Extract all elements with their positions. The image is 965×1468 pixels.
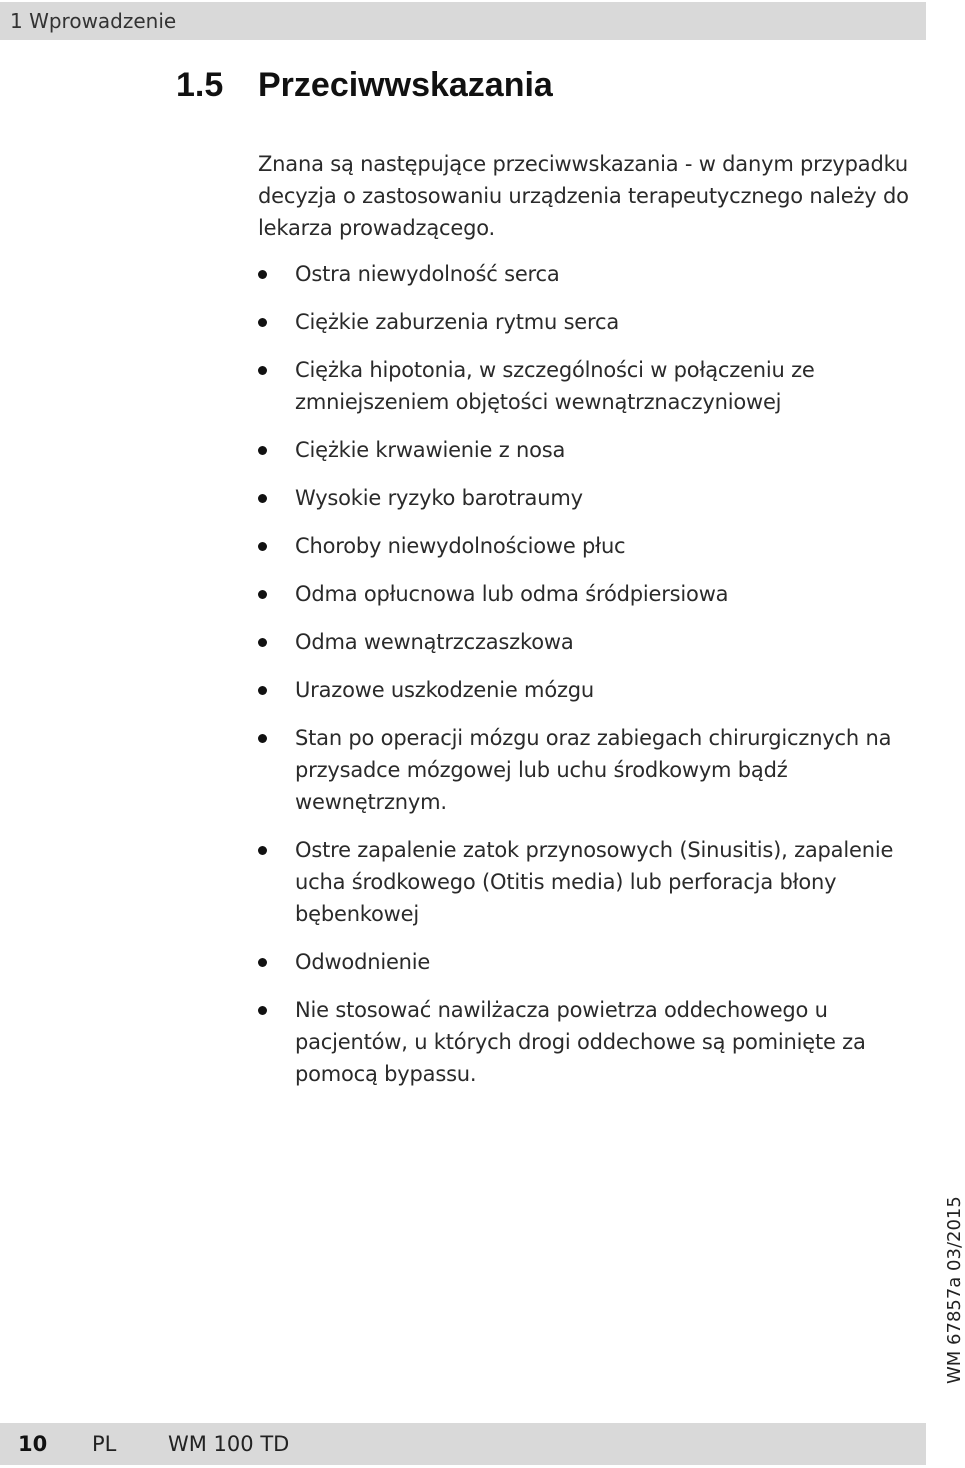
bullet-icon (258, 542, 267, 551)
bullet-icon (258, 318, 267, 327)
list-item-text: Ciężkie krwawienie z nosa (295, 438, 566, 462)
section-number: 1.5 (176, 66, 224, 104)
list-item-text: Ostra niewydolność serca (295, 262, 560, 286)
bullet-icon (258, 958, 267, 967)
list-item-text: Urazowe uszkodzenie mózgu (295, 678, 595, 702)
list-item (258, 722, 938, 818)
contraindications-list (258, 258, 938, 1106)
page-number: 10 (18, 1432, 48, 1456)
list-item-text: Nie stosować nawilżacza powietrza oddechowego u pacjentów, u których drogi oddechowe są pominięte za pomocą bypassu. (295, 998, 866, 1086)
bullet-icon (258, 1006, 267, 1015)
bullet-icon (258, 446, 267, 455)
section-heading (176, 66, 553, 105)
bullet-icon (258, 846, 267, 855)
list-item (258, 530, 938, 562)
section-title: Przeciwwskazania (258, 66, 553, 104)
list-item (258, 626, 938, 658)
document-code: WM 67857a 03/2015 (944, 1196, 965, 1384)
list-item-text: Ciężka hipotonia, w szczególności w połączeniu ze zmniejszeniem objętości wewnątrznaczyniowej (295, 358, 815, 414)
list-item-text: Wysokie ryzyko barotraumy (295, 486, 583, 510)
list-item (258, 674, 938, 706)
list-item (258, 354, 938, 418)
list-item-text: Odwodnienie (295, 950, 431, 974)
list-item-text: Ciężkie zaburzenia rytmu serca (295, 310, 620, 334)
language-code: PL (92, 1432, 117, 1456)
list-item-text: Stan po operacji mózgu oraz zabiegach chirurgicznych na przysadce mózgowej lub uchu środkowym bądź wewnętrznym. (295, 726, 892, 814)
device-model: WM 100 TD (168, 1432, 290, 1456)
list-item (258, 946, 938, 978)
list-item (258, 482, 938, 514)
bullet-icon (258, 270, 267, 279)
list-item-text: Ostre zapalenie zatok przynosowych (Sinusitis), zapalenie ucha środkowego (Otitis media) lub perforacja błony bębenkowej (295, 838, 894, 926)
bullet-icon (258, 638, 267, 647)
list-item (258, 994, 938, 1090)
chapter-title: 1 Wprowadzenie (10, 9, 177, 33)
bullet-icon (258, 494, 267, 503)
footer-bar (0, 1423, 926, 1465)
bullet-icon (258, 366, 267, 375)
bullet-icon (258, 734, 267, 743)
list-item (258, 834, 938, 930)
list-item-text: Odma wewnątrzczaszkowa (295, 630, 574, 654)
list-item (258, 258, 938, 290)
list-item (258, 434, 938, 466)
bullet-icon (258, 686, 267, 695)
header-bar (0, 2, 926, 40)
list-item (258, 306, 938, 338)
list-item-text: Choroby niewydolnościowe płuc (295, 534, 626, 558)
intro-paragraph: Znana są następujące przeciwwskazania - w danym przypadku decyzja o zastosowaniu urządzenia terapeutycznego należy do lekarza prowadzącego. (258, 152, 909, 240)
list-item-text: Odma opłucnowa lub odma śródpiersiowa (295, 582, 729, 606)
bullet-icon (258, 590, 267, 599)
list-item (258, 578, 938, 610)
